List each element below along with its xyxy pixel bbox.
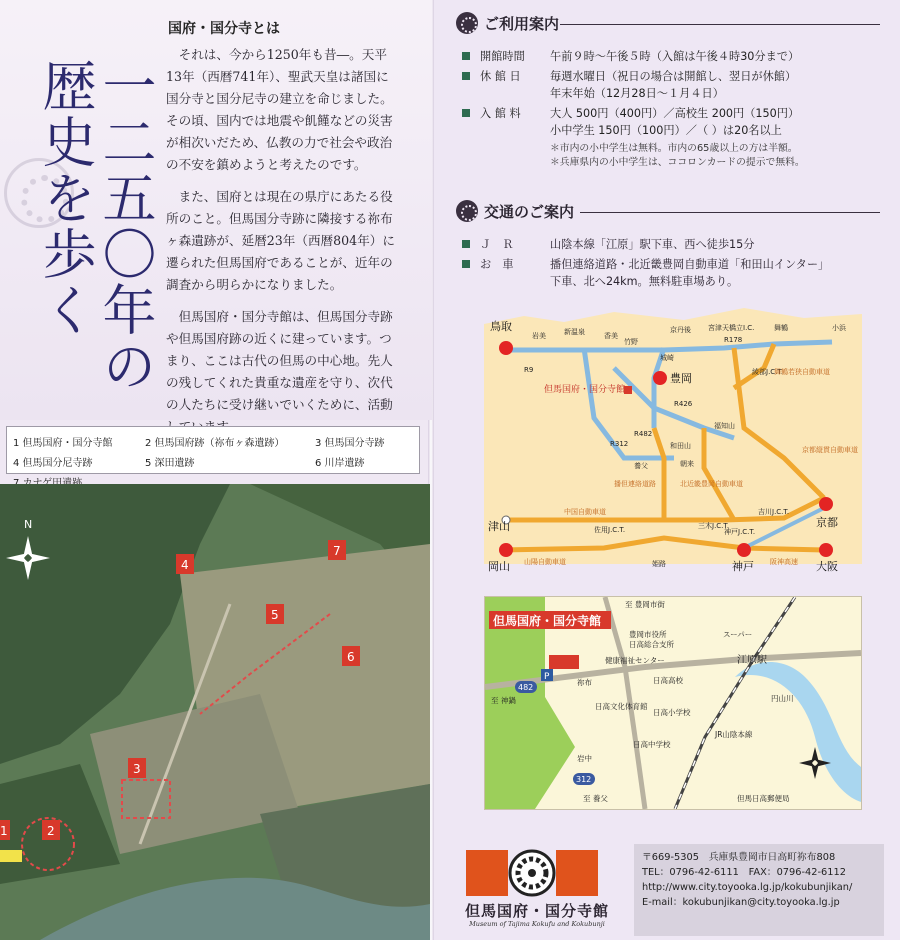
route-label: 北近畿豊岡自動車道 [680, 480, 743, 488]
route-label: 竹野 [624, 338, 638, 346]
route-label: 香美 [604, 332, 618, 340]
route-label: 養父 [634, 462, 648, 470]
route-label: 舞鶴 [774, 324, 788, 332]
route-label: R312 [610, 440, 629, 448]
bullet-icon [462, 260, 470, 268]
area-label: 江原駅 [737, 655, 767, 666]
aerial-marker: 2 [47, 824, 55, 838]
usage-row-hours [462, 48, 882, 65]
bullet-icon [462, 72, 470, 80]
usage-title-rule [560, 24, 880, 25]
intro-paragraph: それは、今から1250年も昔―。天平13年（西暦741年）、聖武天皇は諸国に国分寺と国分尼寺の建立を命じました。その頃、国内では地震や飢饉などの災害が相次いだため、仏教の力で社会や政治の不安を鎮めようと考えたのです。 [166, 47, 393, 172]
route-city-label: 鳥取 [490, 320, 512, 333]
area-label: 健康福祉センター [605, 656, 665, 665]
route-label: 綾部J.C.T. [752, 368, 784, 376]
route-city-label: 大阪 [816, 560, 838, 573]
usage-value: 年末年始（12月28日～１月４日） [550, 87, 724, 100]
route-label: R178 [724, 336, 743, 344]
route-city-label: 岡山 [488, 560, 510, 573]
site-legend [6, 426, 420, 474]
bullet-icon [462, 240, 470, 248]
traffic-label: お 車 [480, 258, 514, 271]
intro-paragraph: 但馬国府・国分寺館は、但馬国分寺跡や但馬国府跡の近くに建っています。つまり、ここは古代の但馬の中心地。先人の残してくれた貴重な遺産を守り、次代の人たちに受け継いでいくために、活動 [166, 309, 393, 412]
route-label: 佐用J.C.T. [594, 526, 626, 534]
museum-name-en: Museum of Tajima Kokufu and Kokubunji [469, 920, 605, 928]
traffic-value: 山陰本線「江原」駅下車、西へ徒歩15分 [550, 238, 755, 251]
contact-box [634, 844, 884, 936]
route-label: 阪神高速 [770, 558, 798, 566]
route-label: 三木J.C.T. [698, 522, 730, 530]
route-label: 小浜 [832, 324, 846, 332]
aerial-marker: 6 [347, 650, 355, 664]
crest-bullet-icon [456, 200, 478, 222]
usage-label: 休 館 日 [480, 70, 521, 83]
site-legend-item: 4 但馬国分尼寺跡 [13, 458, 93, 469]
vertical-title-line-2: 歴史を歩く [34, 58, 97, 338]
bullet-icon [462, 109, 470, 117]
traffic-info [462, 236, 882, 293]
crest-bullet-icon [456, 12, 478, 34]
route-shield: 312 [576, 775, 592, 784]
route-shield: 482 [518, 683, 534, 692]
usage-note: ＊兵庫県内の小中学生は、ココロンカードの提示で無料。 [550, 157, 805, 168]
area-label: 日高小学校 [653, 708, 691, 717]
museum-name: 但馬国府・国分寺館 [464, 902, 609, 920]
area-map [484, 596, 862, 810]
area-label: JR山陰本線 [715, 730, 753, 739]
aerial-marker: 3 [133, 762, 141, 776]
route-label: 福知山 [714, 422, 735, 430]
footer [462, 836, 882, 936]
area-label: スーパー [723, 630, 753, 639]
intro-paragraph: また、国府とは現在の県庁にあたる役所のこと。但馬国分寺跡に隣接する祢布ヶ森遺跡が、延暦23年（西暦804年）に遷られた但馬国府であることが、近年の調査から明らかになりました。 [166, 189, 395, 292]
route-city-label: 京都 [816, 516, 838, 529]
site-legend-item: 2 但馬国府跡（祢布ヶ森遺跡） [145, 438, 285, 449]
usage-value: 毎週水曜日（祝日の場合は開館し、翌日が休館） [550, 70, 797, 83]
usage-row-fee [462, 105, 882, 139]
traffic-value: 播但連絡道路・北近畿豊岡自動車道「和田山インター」 [550, 258, 830, 271]
usage-value: 午前９時～午後５時（入館は午後４時30分まで） [550, 50, 800, 63]
route-label: 姫路 [652, 560, 666, 568]
route-label: R482 [634, 430, 653, 438]
route-label: 京丹後 [670, 326, 691, 334]
vertical-title [32, 58, 157, 418]
area-label: 日高総合支所 [629, 640, 674, 649]
bullet-icon [462, 52, 470, 60]
area-label: 祢布 [577, 678, 592, 687]
route-label: 新温泉 [564, 328, 585, 336]
usage-value: 小中学生 150円（100円）／（ ）は20名以上 [550, 124, 782, 137]
museum-logo [466, 846, 598, 900]
aerial-marker: 7 [333, 544, 341, 558]
traffic-section-title [456, 200, 574, 222]
usage-section-title [456, 12, 559, 34]
email-link[interactable]: E-mail：kokubunjikan@city.toyooka.lg.jp [642, 897, 840, 908]
traffic-value: 下車、北へ24km。無料駐車場あり。 [550, 275, 739, 288]
area-label: 豊岡市役所 [629, 630, 667, 639]
route-museum-label: 但馬国府・国分寺館 [544, 385, 626, 395]
intro-heading: 国府・国分寺とは [168, 21, 280, 37]
traffic-label: Ｊ Ｒ [480, 238, 514, 251]
area-label: 日高文化体育館 [595, 702, 648, 711]
area-label: 至 神鍋 [491, 696, 516, 705]
site-legend-item: 6 川岸遺跡 [315, 458, 365, 469]
area-label: 日高中学校 [633, 740, 671, 749]
route-label: 舞鶴若狭自動車道 [774, 368, 830, 376]
route-map [484, 308, 862, 580]
route-label: 播但連絡道路 [614, 480, 656, 488]
website-link[interactable]: http://www.city.toyooka.lg.jp/kokubunjikan/ [642, 882, 853, 893]
phone-line: TEL：0796-42-6111 FAX：0796-42-6112 [642, 867, 846, 878]
route-city-label: 神戸 [732, 560, 754, 573]
compass-north-label: N [24, 518, 33, 531]
area-label: 至 養父 [583, 794, 608, 803]
site-legend-item: 3 但馬国分寺跡 [315, 438, 385, 449]
route-label: 山陽自動車道 [524, 558, 566, 566]
parking-label: P [544, 672, 550, 682]
traffic-title-text: 交通のご案内 [484, 202, 575, 221]
route-label: 和田山 [670, 442, 691, 450]
area-label: 日高高校 [653, 676, 683, 685]
area-label: 但馬日高郵便局 [737, 794, 790, 803]
intro-text [166, 44, 396, 448]
intro-section [0, 0, 432, 420]
aerial-photo [0, 484, 430, 940]
area-map-title: 但馬国府・国分寺館 [493, 614, 602, 628]
usage-label: 開館時間 [480, 50, 525, 63]
route-label: 岩美 [532, 332, 546, 340]
traffic-row-jr [462, 236, 882, 253]
aerial-marker: 1 [0, 824, 8, 838]
route-label: 城崎 [660, 354, 674, 362]
site-legend-item: 1 但馬国府・国分寺館 [13, 438, 113, 449]
address-line: 〒669-5305 兵庫県豊岡市日高町祢布808 [642, 852, 836, 863]
aerial-marker: 4 [181, 558, 189, 572]
route-city-label: 津山 [488, 520, 510, 533]
site-legend-item: 5 深田遺跡 [145, 458, 195, 469]
area-label: 至 豊岡市街 [625, 600, 665, 609]
usage-value: 大人 500円（400円）／高校生 200円（150円） [550, 107, 800, 120]
traffic-title-rule [580, 212, 880, 213]
route-city-label: 豊岡 [670, 372, 692, 385]
usage-row-closed [462, 68, 882, 102]
usage-label: 入 館 料 [480, 107, 521, 120]
route-label: 宮津天橋立I.C. [708, 324, 755, 332]
usage-info [462, 48, 882, 170]
aerial-marker: 5 [271, 608, 279, 622]
area-label: 岩中 [577, 754, 592, 763]
traffic-row-car [462, 256, 882, 290]
area-label: 円山川 [771, 694, 794, 703]
route-label: R9 [524, 366, 534, 374]
route-label: 朝来 [680, 460, 694, 468]
route-label: 京都縦貫自動車道 [802, 446, 858, 454]
route-label: 中国自動車道 [564, 508, 606, 516]
route-label: R426 [674, 400, 693, 408]
vertical-title-line-1: 一二五〇年の [94, 58, 157, 394]
route-label: 吉川J.C.T. [758, 508, 790, 516]
usage-title-text: ご利用案内 [484, 14, 560, 33]
usage-note: ＊市内の小中学生は無料。市内の65歳以上の方は半額。 [550, 143, 798, 154]
route-label: 神戸J.C.T. [724, 528, 756, 536]
